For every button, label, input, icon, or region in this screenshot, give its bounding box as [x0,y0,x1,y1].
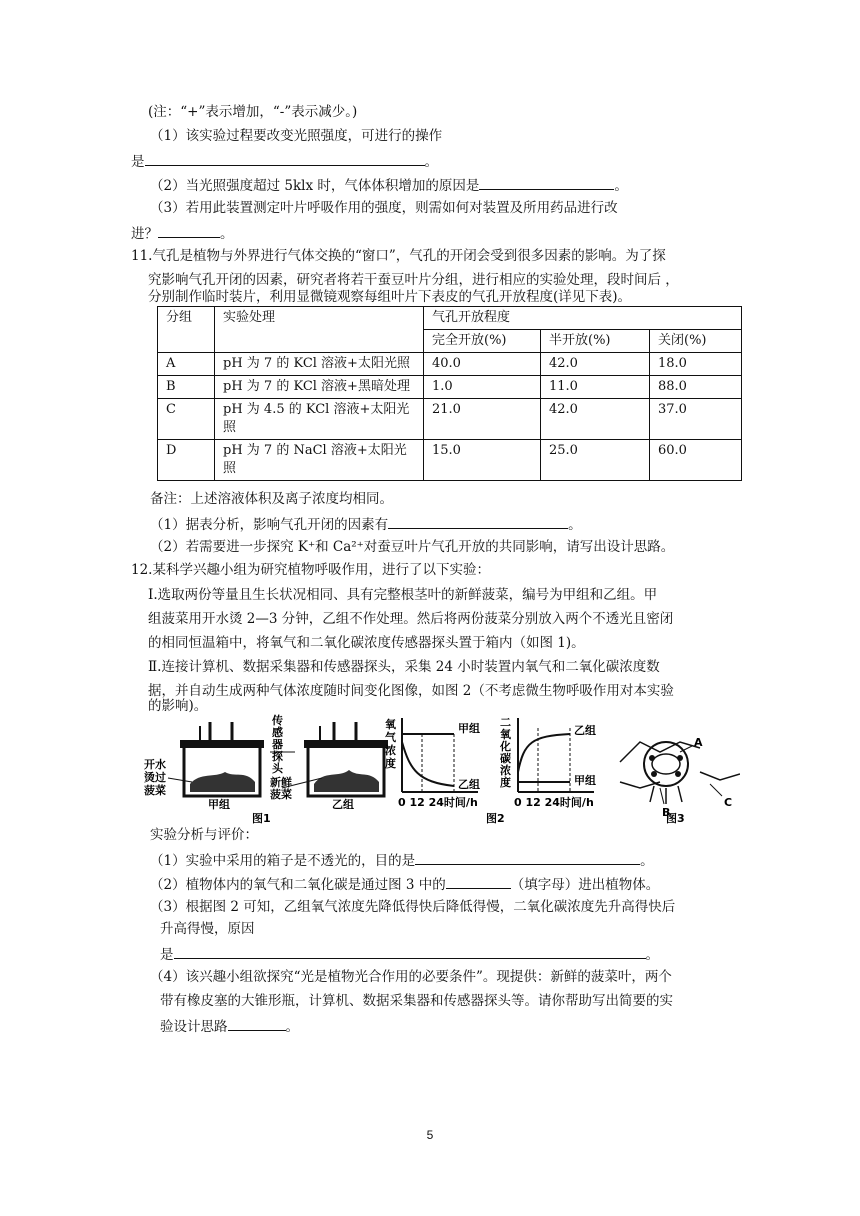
q11-line-3: 分别制作临时装片，利用显微镜观察每组叶片下表皮的气孔开放程度(详见下表)。 [148,289,632,305]
q12-line-1: 12.某科学兴趣小组为研究植物呼吸作用，进行了以下实验： [131,562,490,578]
fig1-label-left-3: 菠菜 [144,784,166,797]
figures-strip [140,712,740,824]
q10-2-line [150,175,628,195]
q12-2-text: （2）植物体内的氧气和二氧化碳是通过图 3 中的 [150,877,446,893]
q12-step2-line-3: 的影响)。 [148,698,208,714]
q10-2-text: （2）当光照强度超过 5klx 时，气体体积增加的原因是 [150,178,480,194]
fig2-o2-jia: 甲组 [458,722,480,735]
cell-treatment [215,399,424,440]
fig2-co2-yi: 乙组 [574,724,596,737]
fig1-label-sensor-3: 器 [272,738,283,751]
fig1-label-sensor-4: 探 [272,750,283,763]
q11-line-1: 11.气孔是植物与外界进行气体交换的“窗口”，气孔的开闭会受到很多因素的影响。为了探 [131,248,666,264]
fig2-y2-3: 化 [500,740,511,753]
fig2-y2-4: 碳 [500,752,511,765]
cell-closed: 18.0 [650,353,742,376]
q10-3-answer-blank[interactable] [158,223,220,238]
fig1-label-sensor-1: 传 [272,714,283,727]
q10-1-suffix: 。 [424,154,438,170]
q10-1-answer-blank[interactable] [145,151,425,166]
q12-4-answer-blank[interactable] [228,1016,286,1031]
cell-closed: 37.0 [650,399,742,440]
q12-1-line [150,850,654,870]
q11-1-suffix: 。 [568,517,582,533]
header-treatment: 实验处理 [215,307,424,353]
q12-2-answer-blank[interactable] [446,874,511,889]
q11-1-text: （1）据表分析，影响气孔开闭的因素有 [150,517,389,533]
q12-4-line-c [160,1016,299,1036]
figure-3 [620,736,740,824]
fig2-y1-3: 浓 [385,744,396,757]
fig2-y1-1: 氧 [385,718,396,731]
table-row [158,353,742,376]
q12-4-line-a: （4）该兴趣小组欲探究“光是植物光合作用的必要条件”。现提供：新鲜的菠菜叶，两个 [150,969,672,985]
fig2-o2-yi: 乙组 [458,778,480,791]
fig2-co2-jia: 甲组 [574,774,596,787]
cell-group: A [158,353,215,376]
q10-1-prefix: 是 [131,154,145,170]
fig2-xaxis-2: 0 12 24时间/h [514,796,594,809]
fig3-label-a: A [694,736,703,749]
fig1-label-sensor-2: 感 [272,726,283,739]
cell-half: 25.0 [541,440,650,481]
table-row [158,440,742,481]
q12-3-answer-blank[interactable] [174,944,646,959]
fig2-y2-2: 氧 [500,728,511,741]
cell-group: C [158,399,215,440]
q10-2-answer-blank[interactable] [479,175,614,190]
fig2-xaxis-1: 0 12 24时间/h [398,796,478,809]
table-row [158,376,742,399]
cell-closed: 88.0 [650,376,742,399]
q11-1-answer-blank[interactable] [388,514,568,529]
q11-line-2: 究影响气孔开闭的因素，研究者将若干蚕豆叶片分组，进行相应的实验处理，段时间后 ， [148,272,679,288]
cell-half: 42.0 [541,353,650,376]
q12-step2-line-2: 据，并自动生成两种气体浓度随时间变化图像，如图 2（不考虑微生物呼吸作用对本实验 [148,683,674,699]
q10-2-suffix: 。 [614,178,628,194]
q12-1-answer-blank[interactable] [415,850,640,865]
figure-2 [385,716,596,824]
remark-line: 备注：上述溶液体积及离子浓度均相同。 [150,491,393,507]
q12-4-suffix: 。 [285,1019,299,1035]
analysis-heading: 实验分析与评价： [150,827,258,843]
fig2-caption: 图2 [486,812,505,824]
fig1-label-fresh-1: 新鲜 [270,776,292,789]
fig3-caption: 图3 [666,812,685,824]
cell-treatment: pH 为 7 的 NaCl 溶液+太阳光照 [215,440,424,481]
header-full-open: 完全开放(%) [424,330,541,353]
fig1-label-left-2: 烫过 [144,771,166,784]
cell-half: 11.0 [541,376,650,399]
cell-half: 42.0 [541,399,650,440]
q10-3-line-b [131,223,234,243]
note-line: (注：“+”表示增加，“-”表示减少。) [148,104,358,120]
fig1-caption: 图1 [252,812,271,824]
q12-4-text: 验设计思路 [160,1019,228,1035]
q12-2-line [150,874,659,894]
fig2-y2-6: 度 [500,776,511,789]
fig2-y1-2: 气 [385,731,396,744]
q12-step1-line-2: 组菠菜用开水烫 2—3 分钟，乙组不作处理。然后将两份菠菜分别放入两个不透光且密闭 [148,611,674,627]
q12-step1-line-1: Ⅰ.选取两份等量且生长状况相同、具有完整根茎叶的新鲜菠菜，编号为甲组和乙组。甲 [148,587,658,603]
q11-2-line: （2）若需要进一步探究 K⁺和 Ca²⁺对蚕豆叶片气孔开放的共同影响，请写出设计思路。 [150,539,675,555]
cell-treatment-line1: pH 为 4.5 的 KCl 溶液+太阳光 [223,402,410,417]
q12-3-line-c [160,944,659,964]
fig1-group-b: 乙组 [332,798,354,811]
cell-treatment: pH 为 7 的 KCl 溶液+黑暗处理 [215,376,424,399]
q11-1-line [150,514,582,534]
header-opening-degree: 气孔开放程度 [424,307,742,330]
q12-1-suffix: 。 [640,853,654,869]
q10-3-prefix: 进？ [131,226,158,242]
q12-3-prefix: 是 [160,947,174,963]
header-half-open: 半开放(%) [541,330,650,353]
fig1-group-a: 甲组 [208,798,230,811]
fig2-y2-5: 浓 [500,764,511,777]
q12-4-line-b: 带有橡皮塞的大锥形瓶，计算机、数据采集器和传感器探头等。请你帮助写出简要的实 [160,993,673,1009]
fig2-y1-4: 度 [385,757,396,770]
cell-full: 1.0 [424,376,541,399]
header-closed: 关闭(%) [650,330,742,353]
q12-2-suffix: （填字母）进出植物体。 [510,877,660,893]
cell-full: 15.0 [424,440,541,481]
page-number: 5 [426,1128,434,1142]
q10-1-line-a: （1）该实验过程要改变光照强度，可进行的操作 [150,128,443,144]
q12-3-line-b: 升高得慢，原因 [160,921,255,937]
q10-3-line-a: （3）若用此装置测定叶片呼吸作用的强度，则需如何对装置及所用药品进行改 [150,200,618,216]
fig1-label-left-1: 开水 [144,758,166,771]
q12-1-text: （1）实验中采用的箱子是不透光的，目的是 [150,853,416,869]
q12-3-line-a: （3）根据图 2 可知，乙组氧气浓度先降低得快后降低得慢，二氧化碳浓度先升高得快后 [150,899,676,915]
q10-3-suffix: 。 [220,226,234,242]
cell-group: B [158,376,215,399]
cell-treatment-line2: 照 [223,420,237,435]
fig3-label-b: B [662,806,671,819]
header-group: 分组 [158,307,215,353]
cell-full: 40.0 [424,353,541,376]
q12-step1-line-3: 的相同恒温箱中，将氧气和二氧化碳浓度传感器探头置于箱内（如图 1)。 [148,635,585,651]
fig1-label-fresh-2: 菠菜 [270,788,292,801]
fig3-label-c: C [724,796,733,809]
fig2-y2-1: 二 [500,716,511,729]
q12-step2-line-1: Ⅱ.连接计算机、数据采集器和传感器探头，采集 24 小时装置内氧气和二氧化碳浓度数 [148,659,660,675]
q10-1-line-b [131,151,438,171]
table-row [158,399,742,440]
cell-full: 21.0 [424,399,541,440]
cell-group: D [158,440,215,481]
fig1-label-sensor-5: 头 [272,762,283,775]
cell-closed: 60.0 [650,440,742,481]
figure-1 [144,713,388,824]
q12-3-suffix: 。 [645,947,659,963]
stomata-table [157,306,742,481]
cell-treatment: pH 为 7 的 KCl 溶液+太阳光照 [215,353,424,376]
